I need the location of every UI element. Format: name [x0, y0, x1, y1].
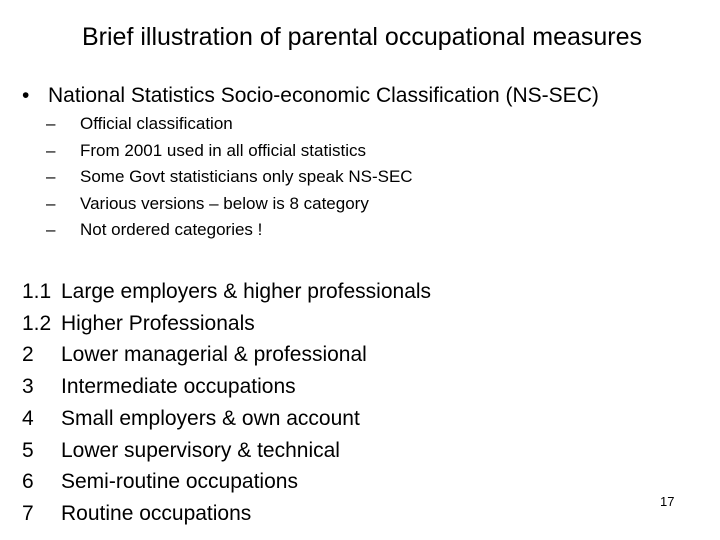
category-row: [22, 498, 431, 530]
bullet-text: National Statistics Socio-economic Classification (NS-SEC): [48, 84, 599, 107]
sub-bullet-text: Not ordered categories !: [80, 220, 263, 239]
dash-marker: –: [46, 167, 56, 186]
sub-bullet-text: Some Govt statisticians only speak NS-SEC: [80, 167, 413, 186]
dash-marker: –: [46, 220, 56, 239]
sub-bullet-list: [46, 111, 413, 244]
category-code: 2: [22, 343, 34, 367]
category-label: Higher Professionals: [61, 311, 255, 335]
sub-bullet-item: [46, 191, 413, 218]
category-code: 3: [22, 375, 34, 399]
category-code: 1.1: [22, 280, 52, 303]
page-number: 17: [660, 494, 675, 509]
category-row: [22, 466, 431, 498]
bullet-marker: •: [22, 84, 30, 107]
category-code: 1.2: [22, 311, 52, 335]
sub-bullet-text: From 2001 used in all official statistics: [80, 140, 366, 160]
category-row: [22, 308, 431, 340]
category-code: 5: [22, 438, 34, 462]
sub-bullet-text: Various versions – below is 8 category: [80, 193, 369, 213]
dash-marker: –: [46, 193, 56, 213]
category-code: 6: [22, 470, 34, 494]
category-row: [22, 339, 431, 371]
category-label: Lower managerial & professional: [61, 343, 367, 367]
category-row: [22, 276, 431, 308]
category-code: 7: [22, 501, 34, 525]
category-row: [22, 435, 431, 467]
category-row: [22, 403, 431, 435]
slide-title: Brief illustration of parental occupational measures: [81, 23, 643, 51]
category-label: Intermediate occupations: [61, 375, 296, 399]
sub-bullet-item: [46, 111, 413, 138]
dash-marker: –: [46, 114, 56, 133]
sub-bullet-item: [46, 217, 413, 244]
category-code: 4: [22, 406, 34, 430]
sub-bullet-text: Official classification: [80, 114, 233, 133]
category-label: Small employers & own account: [61, 406, 360, 430]
dash-marker: –: [46, 140, 56, 160]
category-label: Lower supervisory & technical: [61, 438, 340, 462]
category-row: [22, 371, 431, 403]
main-bullet: [22, 82, 599, 110]
category-label: Routine occupations: [61, 501, 252, 525]
sub-bullet-item: [46, 138, 413, 165]
category-label: Large employers & higher professionals: [61, 280, 432, 303]
category-list: [22, 276, 431, 530]
category-label: Semi-routine occupations: [61, 470, 298, 494]
sub-bullet-item: [46, 164, 413, 191]
